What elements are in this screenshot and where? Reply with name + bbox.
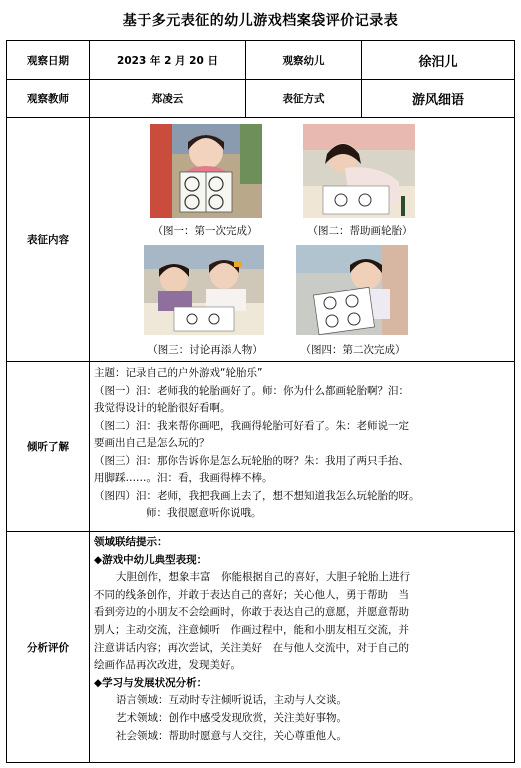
child-showing-drawing-photo: [296, 245, 408, 335]
domain-social: 社会领域：帮助时愿意与人交往，关心尊重他人。: [116, 729, 347, 742]
child-drawing-photo: [303, 124, 415, 218]
teacher-label: 观察教师: [7, 80, 90, 118]
domain-art: 艺术领域：创作中感受发现欣赏，关注美好事物。: [116, 711, 347, 724]
photo-caption-4: （图四：第二次完成）: [300, 343, 406, 356]
analysis-label: 分析评价: [7, 532, 90, 763]
listening-line: 师：我很愿意听你说哦。: [146, 507, 262, 519]
listening-row: [7, 362, 515, 532]
analysis-paragraph-line: 别人；主动交流，注意倾听 作画过程中，能和小朋友相互交流，并: [94, 623, 409, 636]
analysis-paragraph-line: 不同的线条创作，并敢于表达自己的喜好；关心他人，勇于帮助 当: [94, 588, 409, 601]
photo-caption-3: （图三：讨论再添人物）: [147, 343, 263, 356]
analysis-subheading-performance: ◆游戏中幼儿典型表现：: [94, 553, 208, 566]
date-value: 2023 年 2 月 20 日: [90, 41, 246, 80]
teacher-row: [7, 80, 515, 118]
analysis-paragraph-line: 大胆创作，想象丰富 你能根据自己的喜好，大胆子轮胎上进行: [116, 571, 410, 584]
form-title: 基于多元表征的幼儿游戏档案袋评价记录表: [122, 13, 399, 29]
representation-content: [90, 118, 515, 362]
listening-line: （图一）汨：老师我的轮胎画好了。师：你为什么都画轮胎啊？汨：: [94, 384, 409, 397]
photo-caption-2: （图二：帮助画轮胎）: [307, 224, 413, 237]
listening-line: 我觉得设计的轮胎很好看啊。: [94, 402, 231, 414]
date-row: [7, 41, 515, 80]
analysis-paragraph-line: 绘画作品再次改进，发现美好。: [94, 659, 241, 672]
listening-content: [90, 362, 515, 532]
date-label: 观察日期: [7, 41, 90, 80]
method-value: 游风细语: [362, 80, 515, 118]
listening-line: 主题：记录自己的户外游戏“轮胎乐”: [94, 367, 263, 379]
listening-line: 用脚踩……。汨：看，我画得棒不棒。: [94, 472, 273, 484]
analysis-subheading-development: ◆学习与发展状况分析：: [94, 676, 208, 689]
analysis-paragraph-line: 看到旁边的小朋友不会绘画时，你敢于表达自己的意愿，并愿意帮助: [94, 606, 409, 619]
analysis-paragraph-line: 注意讲话内容；再次尝试，关注美好 在与他人交流中，对于自己的: [94, 641, 409, 654]
photo-caption-1: （图一：第一次完成）: [152, 224, 258, 237]
child-label: 观察幼儿: [246, 41, 362, 80]
domain-language: 语言领域：互动时专注倾听说话，主动与人交谈。: [116, 694, 347, 707]
analysis-row: [7, 532, 515, 763]
listening-line: （图三）汨：那你告诉你是怎么玩轮胎的呀？朱：我用了两只手抬、: [94, 454, 409, 467]
child-value: 徐汨儿: [362, 41, 515, 80]
listening-label: 倾听了解: [7, 362, 90, 532]
listening-line: （图二）汨：我来帮你画吧，我画得轮胎可好看了。朱：老师说一定: [94, 419, 409, 432]
listening-line: 要画出自己是怎么玩的？: [94, 437, 210, 449]
representation-row: [7, 118, 515, 362]
representation-label: 表征内容: [7, 118, 90, 362]
listening-line: （图四）汨：老师，我把我画上去了，想不想知道我怎么玩轮胎的呀。: [94, 489, 420, 502]
record-table: [6, 40, 515, 763]
child-holding-drawing-photo: [150, 124, 262, 218]
method-label: 表征方式: [246, 80, 362, 118]
analysis-content: [90, 532, 515, 763]
children-discussing-photo: [144, 245, 264, 335]
analysis-heading: 领域联结提示：: [94, 536, 168, 548]
teacher-value: 郑凌云: [90, 80, 246, 118]
